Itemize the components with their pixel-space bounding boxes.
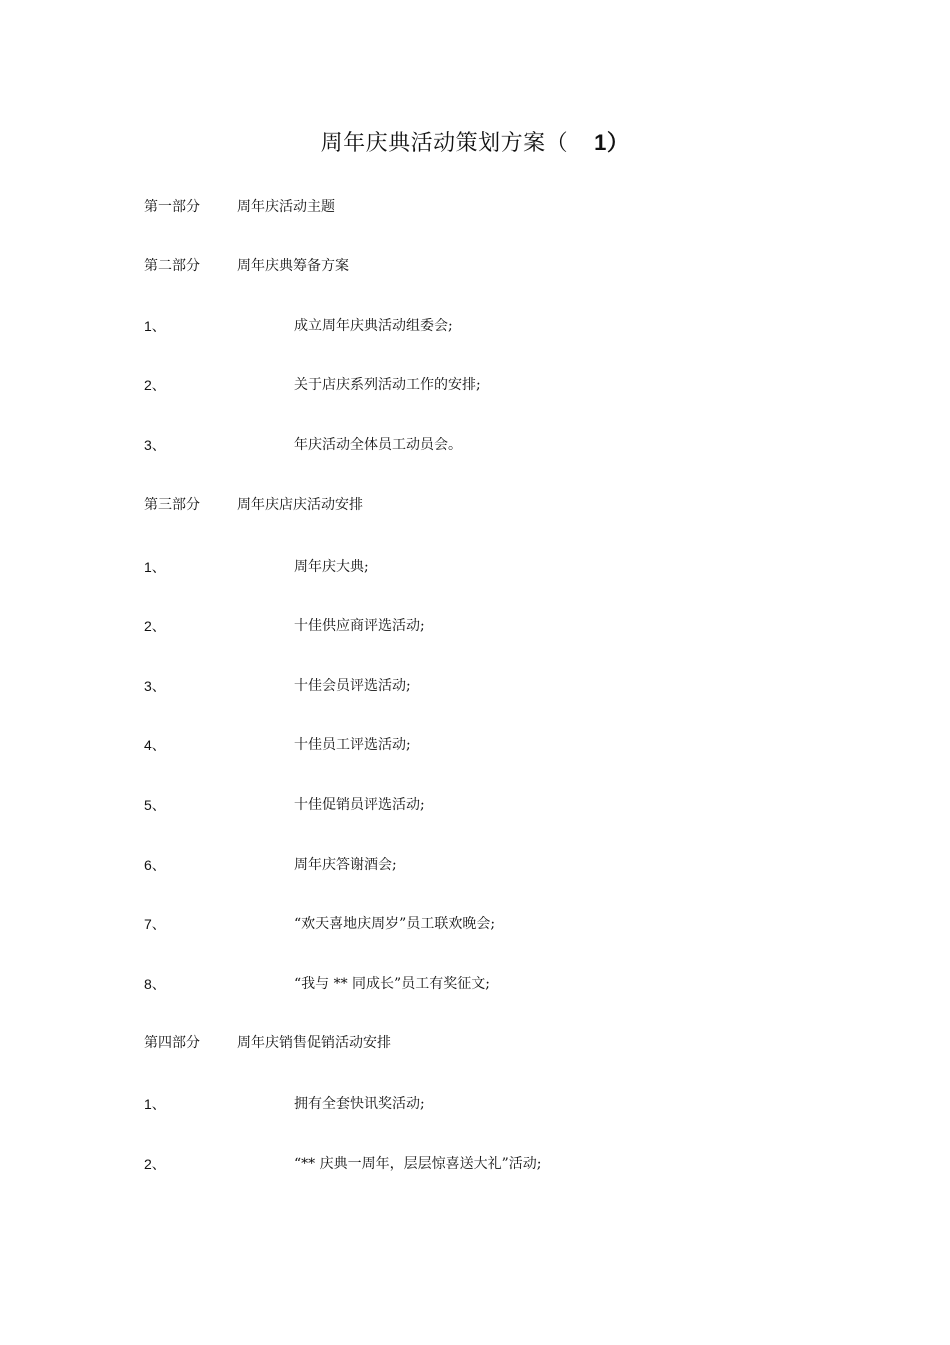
list-item — [0, 794, 950, 816]
item-text: 十佳会员评选活动; — [294, 678, 411, 694]
item-number: 5、 — [144, 797, 166, 813]
list-item — [0, 1153, 950, 1175]
item-text: 十佳促销员评选活动; — [294, 797, 425, 813]
item-number: 2、 — [144, 1156, 166, 1172]
section-label: 第四部分 — [144, 1035, 200, 1051]
section-label: 第一部分 — [144, 199, 200, 215]
section-title: 周年庆活动主题 — [237, 199, 335, 215]
list-item — [0, 913, 950, 935]
item-text: 周年庆答谢酒会; — [294, 857, 397, 873]
item-text: 关于店庆系列活动工作的安排; — [294, 377, 481, 393]
title-number: 1） — [594, 130, 630, 155]
section-heading — [0, 494, 950, 516]
list-item — [0, 615, 950, 637]
item-text: 拥有全套快讯奖活动; — [294, 1096, 425, 1112]
section-heading — [0, 196, 950, 218]
item-number: 1、 — [144, 559, 166, 575]
section-label: 第三部分 — [144, 497, 200, 513]
item-text: 十佳员工评选活动; — [294, 737, 411, 753]
item-number: 7、 — [144, 916, 166, 932]
list-item — [0, 675, 950, 697]
title-text: 周年庆典活动策划方案（ — [320, 131, 569, 156]
section-heading — [0, 1032, 950, 1054]
list-item — [0, 315, 950, 337]
item-text: “我与 ** 同成长”员工有奖征文; — [294, 976, 490, 992]
list-item — [0, 374, 950, 396]
section-title: 周年庆销售促销活动安排 — [237, 1035, 391, 1051]
item-text: 年庆活动全体员工动员会。 — [294, 437, 462, 453]
item-number: 1、 — [144, 1096, 166, 1112]
item-text: 成立周年庆典活动组委会; — [294, 318, 453, 334]
list-item — [0, 973, 950, 995]
item-number: 2、 — [144, 377, 166, 393]
item-number: 3、 — [144, 437, 166, 453]
item-number: 6、 — [144, 857, 166, 873]
section-label: 第二部分 — [144, 258, 200, 274]
list-item — [0, 556, 950, 578]
list-item — [0, 854, 950, 876]
item-text: 周年庆大典; — [294, 559, 369, 575]
item-number: 8、 — [144, 976, 166, 992]
list-item — [0, 1093, 950, 1115]
section-title: 周年庆典筹备方案 — [237, 258, 349, 274]
item-text: “** 庆典一周年，层层惊喜送大礼”活动; — [294, 1156, 542, 1172]
item-number: 3、 — [144, 678, 166, 694]
item-text: 十佳供应商评选活动; — [294, 618, 425, 634]
item-number: 4、 — [144, 737, 166, 753]
section-title: 周年庆店庆活动安排 — [237, 497, 363, 513]
item-text: “欢天喜地庆周岁”员工联欢晚会; — [294, 916, 496, 932]
section-heading — [0, 255, 950, 277]
document-title — [0, 126, 950, 157]
item-number: 1、 — [144, 318, 166, 334]
list-item — [0, 734, 950, 756]
list-item — [0, 434, 950, 456]
item-number: 2、 — [144, 618, 166, 634]
